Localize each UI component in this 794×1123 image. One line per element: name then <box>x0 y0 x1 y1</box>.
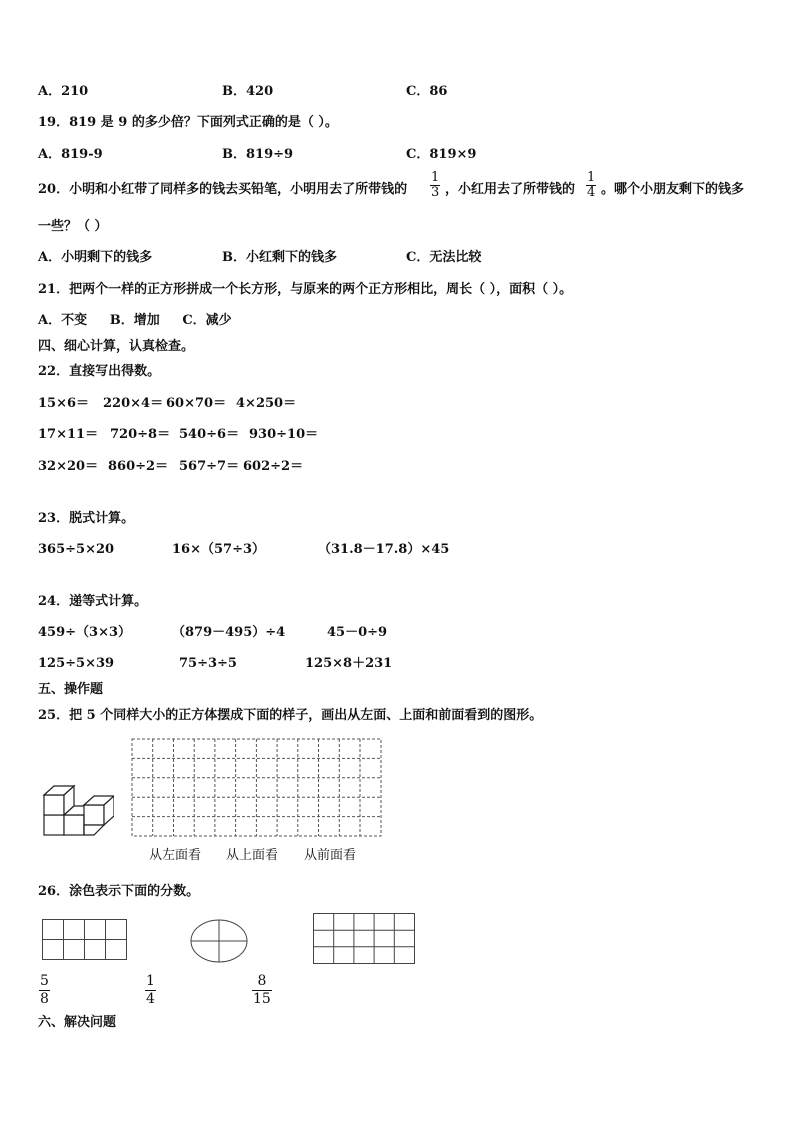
section-4-heading: 四、细心计算，认真检查。 <box>38 339 195 354</box>
rectangle-3x5-grid[interactable] <box>313 913 416 965</box>
fraction-denominator: 4 <box>146 991 155 1007</box>
view-label-top: 从上面看 <box>226 848 279 863</box>
q22-r3c1: 32×20＝ <box>38 459 99 474</box>
q21-options: A．不变 B．增加 C．减少 <box>38 313 232 328</box>
fraction-denominator: 4 <box>587 185 596 200</box>
q22-r1c1: 15×6＝ <box>38 396 90 411</box>
oval-quartered[interactable] <box>190 919 248 963</box>
view-label-left: 从左面看 <box>149 848 202 863</box>
q22-r1c4: 4×250＝ <box>236 396 297 411</box>
q20-option-a: A．小明剩下的钱多 <box>38 250 153 265</box>
dashed-grid-drawing-area[interactable] <box>131 738 383 838</box>
q20-option-b: B．小红剩下的钱多 <box>222 250 337 265</box>
section-6-heading: 六、解决问题 <box>38 1015 117 1030</box>
q26-title: 26．涂色表示下面的分数。 <box>38 884 200 899</box>
fraction-numerator: 1 <box>146 973 155 989</box>
rectangle-2x4-grid[interactable] <box>42 919 128 961</box>
q21-question: 21．把两个一样的正方形拼成一个长方形，与原来的两个正方形相比，周长（ ），面积（ ）。 <box>38 282 573 297</box>
q18-option-a: A．210 <box>38 84 89 99</box>
q20-question-part1: 20．小明和小红带了同样多的钱去买铅笔，小明用去了所带钱的 <box>38 182 408 197</box>
fraction-numerator: 5 <box>40 973 49 989</box>
q22-r1c2: 220×4＝ <box>103 396 164 411</box>
q22-r2c1: 17×11＝ <box>38 427 99 442</box>
q20-option-c: C．无法比较 <box>406 250 482 265</box>
fraction-one-quarter <box>145 973 156 1008</box>
fraction-numerator: 1 <box>431 170 440 185</box>
q24-r1-expr-3: 45－0÷9 <box>327 625 388 640</box>
fraction-eight-fifteenths <box>252 973 272 1008</box>
q22-r3c2: 860÷2＝ <box>108 459 169 474</box>
section-5-heading: 五、操作题 <box>38 682 104 697</box>
q22-r2c3: 540÷6＝ <box>179 427 240 442</box>
q19-option-a: A．819-9 <box>38 147 103 162</box>
q20-question-line2: 一些？（ ） <box>38 219 108 234</box>
q18-option-c: C．86 <box>406 84 448 99</box>
q23-expr-2: 16×（57÷3） <box>172 542 266 557</box>
q25-title: 25．把 5 个同样大小的正方体摆成下面的样子，画出从左面、上面和前面看到的图形。 <box>38 708 543 723</box>
q18-option-b: B．420 <box>222 84 274 99</box>
fraction-denominator: 15 <box>253 991 271 1007</box>
q22-r1c3: 60×70＝ <box>166 396 227 411</box>
q24-r2-expr-2: 75÷3÷5 <box>179 656 237 671</box>
q19-option-b: B．819÷9 <box>222 147 294 162</box>
q24-r2-expr-3: 125×8＋231 <box>305 656 393 671</box>
q20-fraction-one-third <box>430 171 440 200</box>
q20-fraction-one-quarter <box>586 171 596 200</box>
fraction-numerator: 1 <box>587 170 596 185</box>
q22-r2c4: 930÷10＝ <box>249 427 319 442</box>
q20-question-part3: 。哪个小朋友剩下的钱多 <box>601 182 745 197</box>
q24-r1-expr-1: 459÷（3×3） <box>38 625 132 640</box>
q22-title: 22．直接写出得数。 <box>38 364 161 379</box>
fraction-numerator: 8 <box>257 973 267 989</box>
q22-r3c3: 567÷7＝ <box>179 459 240 474</box>
q19-option-c: C．819×9 <box>406 147 477 162</box>
q23-expr-1: 365÷5×20 <box>38 542 115 557</box>
q20-question-part2: ，小红用去了所带钱的 <box>445 182 576 197</box>
q19-question: 19．819 是 9 的多少倍？下面列式正确的是（ ）。 <box>38 115 338 130</box>
q22-r3c4: 602÷2＝ <box>243 459 304 474</box>
q24-r1-expr-2: （879－495）÷4 <box>172 625 286 640</box>
q24-title: 24．递等式计算。 <box>38 594 148 609</box>
q23-expr-3: （31.8－17.8）×45 <box>318 542 450 557</box>
cube-stack-figure <box>42 784 114 838</box>
q22-r2c2: 720÷8＝ <box>110 427 171 442</box>
q24-r2-expr-1: 125÷5×39 <box>38 656 115 671</box>
q23-title: 23．脱式计算。 <box>38 511 135 526</box>
fraction-denominator: 3 <box>431 185 440 200</box>
fraction-denominator: 8 <box>40 991 49 1007</box>
view-label-front: 从前面看 <box>304 848 357 863</box>
fraction-five-eighths <box>39 973 50 1008</box>
